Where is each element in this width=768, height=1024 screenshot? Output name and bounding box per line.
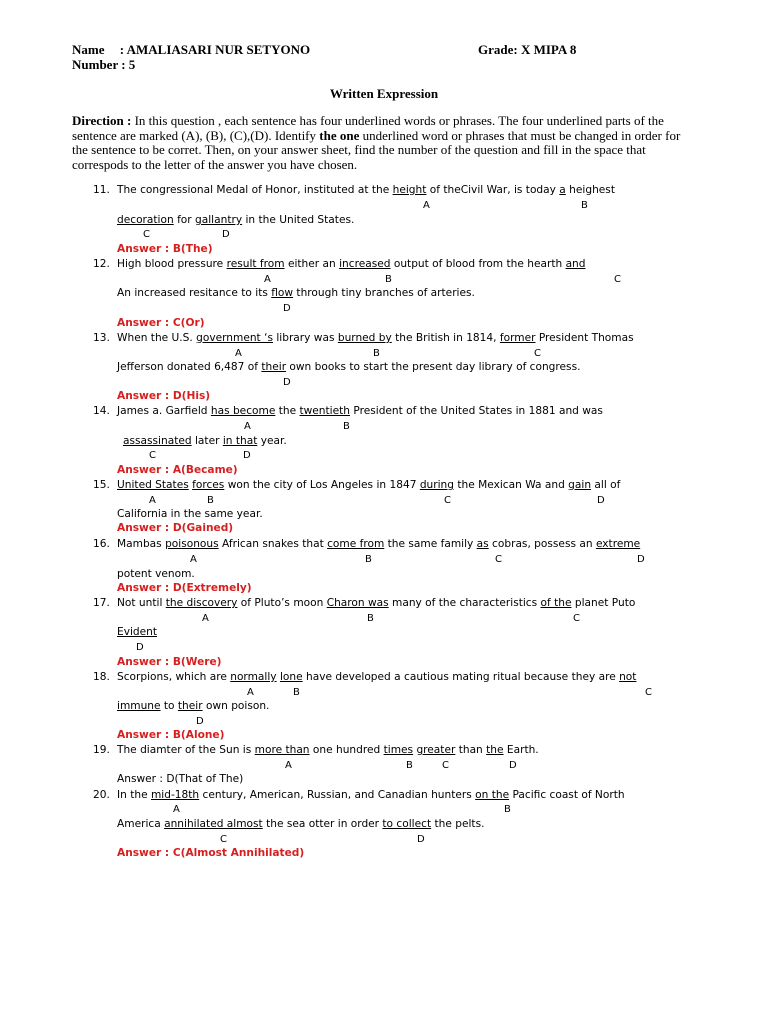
option-letter: D xyxy=(637,554,645,565)
option-letter: A xyxy=(190,554,197,565)
underlined-phrase: mid-18th xyxy=(150,789,200,801)
option-letter: D xyxy=(283,377,291,388)
question-text-line xyxy=(117,538,640,551)
answer-text: Answer : C(Or) xyxy=(117,317,205,329)
underlined-phrase: gain xyxy=(568,479,592,491)
underlined-phrase: greater xyxy=(416,744,456,756)
question-text: cobras, possess an xyxy=(488,538,596,550)
underlined-phrase: lone xyxy=(279,671,303,683)
underlined-phrase: a xyxy=(559,184,566,196)
question-text: output of blood from the hearth xyxy=(390,258,566,270)
answer-text: Answer : B(Were) xyxy=(117,656,222,668)
question-text-line xyxy=(117,789,625,802)
underlined-phrase: United States xyxy=(117,479,189,491)
option-letter: A xyxy=(173,804,180,815)
question-text-line xyxy=(117,332,634,345)
underlined-phrase: government ‘s xyxy=(196,332,273,344)
question-text-line xyxy=(117,184,615,197)
option-letter: D xyxy=(243,450,251,461)
question-text: century, American, Russian, and Canadian hunters xyxy=(199,789,476,801)
option-letter: D xyxy=(196,716,204,727)
underlined-phrase: twentieth xyxy=(299,405,351,417)
underlined-phrase: more than xyxy=(254,744,310,756)
question-text: African snakes that xyxy=(218,538,328,550)
question-text-line xyxy=(117,287,475,300)
underlined-phrase: Evident xyxy=(117,626,158,638)
underlined-phrase: the discovery xyxy=(165,597,238,609)
question-text: the same family xyxy=(384,538,477,550)
question-text-line xyxy=(117,744,539,757)
question-text: High blood pressure xyxy=(117,258,227,270)
option-letter: B xyxy=(581,200,588,211)
direction-label: Direction : xyxy=(72,113,132,128)
underlined-phrase: come from xyxy=(327,538,385,550)
question-text-line xyxy=(117,818,484,831)
question-text: either an xyxy=(284,258,340,270)
option-letter: C xyxy=(149,450,156,461)
underlined-phrase: result from xyxy=(226,258,285,270)
question-text: the British in 1814, xyxy=(391,332,500,344)
underlined-phrase: on the xyxy=(475,789,510,801)
question-text-line xyxy=(117,671,636,684)
question-text-line xyxy=(117,508,263,521)
option-letter: C xyxy=(573,613,580,624)
question-text: Not until xyxy=(117,597,166,609)
question-text-line xyxy=(117,479,620,492)
question-number: 16. xyxy=(93,538,110,550)
underlined-phrase: flow xyxy=(271,287,294,299)
option-letter: A xyxy=(264,274,271,285)
question-text: the sea otter in order xyxy=(262,818,383,830)
underlined-phrase: gallantry xyxy=(195,214,243,226)
question-text-line xyxy=(117,214,354,227)
question-number: 13. xyxy=(93,332,110,344)
question-text: The congressional Medal of Honor, instituted at the xyxy=(117,184,393,196)
underlined-phrase: increased xyxy=(339,258,391,270)
question-text: heighest xyxy=(565,184,615,196)
option-letter: A xyxy=(235,348,242,359)
question-text: Jefferson donated 6,487 of xyxy=(117,361,262,373)
question-text-line xyxy=(117,626,157,639)
question-text-line xyxy=(123,435,287,448)
option-letter: B xyxy=(207,495,214,506)
question-text: than xyxy=(455,744,487,756)
student-grade: Grade: X MIPA 8 xyxy=(478,42,577,57)
option-letter: C xyxy=(143,229,150,240)
option-letter: D xyxy=(136,642,144,653)
question-text: When the U.S. xyxy=(117,332,197,344)
question-text: the pelts. xyxy=(431,818,485,830)
question-text: Pacific coast of North xyxy=(509,789,625,801)
question-number: 20. xyxy=(93,789,110,801)
underlined-phrase: immune xyxy=(117,700,161,712)
underlined-phrase: assassinated xyxy=(123,435,192,447)
underlined-phrase: height xyxy=(392,184,427,196)
underlined-phrase: not xyxy=(619,671,637,683)
option-letter: C xyxy=(495,554,502,565)
answer-text: Answer : D(Extremely) xyxy=(117,582,252,594)
question-number: 12. xyxy=(93,258,110,270)
direction-text-before: In this question , each sentence has four underlined words or phrases. The four underlined parts of the sentence are marked (A), (B), (C),(D). Identify xyxy=(72,113,664,143)
question-text: of Pluto’s moon xyxy=(237,597,327,609)
question-number: 17. xyxy=(93,597,110,609)
question-text-line xyxy=(117,597,635,610)
option-letter: B xyxy=(385,274,392,285)
question-text: President Thomas xyxy=(535,332,634,344)
question-text: Scorpions, which are xyxy=(117,671,231,683)
question-text: Mambas xyxy=(117,538,166,550)
underlined-phrase: normally xyxy=(230,671,277,683)
answer-text: Answer : B(Alone) xyxy=(117,729,225,741)
question-text: own poison. xyxy=(202,700,270,712)
underlined-phrase: burned by xyxy=(337,332,392,344)
question-text: many of the characteristics xyxy=(388,597,541,609)
question-text: library was xyxy=(272,332,338,344)
underlined-phrase: decoration xyxy=(117,214,174,226)
underlined-phrase: during xyxy=(419,479,454,491)
student-number: Number : 5 xyxy=(72,57,136,72)
question-text: President of the United States in 1881 and was xyxy=(350,405,603,417)
answer-text: Answer : C(Almost Annihilated) xyxy=(117,847,305,859)
question-text-line xyxy=(117,258,586,271)
question-number: 19. xyxy=(93,744,110,756)
question-text: The diamter of the Sun is xyxy=(117,744,255,756)
question-number: 14. xyxy=(93,405,110,417)
question-text: potent venom. xyxy=(117,568,195,580)
option-letter: B xyxy=(365,554,372,565)
direction-emphasis: the one xyxy=(319,127,360,143)
underlined-phrase: extreme xyxy=(595,538,641,550)
option-letter: C xyxy=(444,495,451,506)
question-text: planet Puto xyxy=(571,597,636,609)
question-text-line xyxy=(117,700,269,713)
question-text: James a. Garfield xyxy=(117,405,211,417)
question-text-line xyxy=(117,361,580,374)
option-letter: B xyxy=(343,421,350,432)
option-letter: B xyxy=(504,804,511,815)
question-number: 11. xyxy=(93,184,110,196)
answer-text: Answer : A(Became) xyxy=(117,464,238,476)
question-text-line xyxy=(117,405,603,418)
underlined-phrase: has become xyxy=(210,405,276,417)
question-number: 18. xyxy=(93,671,110,683)
underlined-phrase: to collect xyxy=(382,818,432,830)
option-letter: C xyxy=(645,687,652,698)
question-text: An increased resitance to its xyxy=(117,287,272,299)
option-letter: A xyxy=(202,613,209,624)
underlined-phrase: poisonous xyxy=(165,538,219,550)
option-letter: A xyxy=(285,760,292,771)
option-letter: B xyxy=(367,613,374,624)
page-title: Written Expression xyxy=(329,86,439,101)
underlined-phrase: and xyxy=(565,258,586,270)
option-letter: D xyxy=(417,834,425,845)
question-text: of theCivil War, is today xyxy=(426,184,560,196)
underlined-phrase: Charon was xyxy=(326,597,389,609)
question-text: the xyxy=(275,405,300,417)
direction-text-after: underlined word or phrases that must be changed in order for the sentence to be corret. Then, on your answer sheet, find the number of the question and fill in the space that correspods to the letter of the answer you have chosen. xyxy=(72,127,681,172)
underlined-phrase: their xyxy=(261,361,287,373)
option-letter: C xyxy=(220,834,227,845)
question-text-line xyxy=(117,568,195,581)
question-text: for xyxy=(173,214,196,226)
option-letter: B xyxy=(373,348,380,359)
underlined-phrase: in that xyxy=(222,435,258,447)
question-text: Earth. xyxy=(503,744,539,756)
question-text: In the xyxy=(117,789,151,801)
underlined-phrase: their xyxy=(177,700,203,712)
option-letter: C xyxy=(442,760,449,771)
underlined-phrase: forces xyxy=(192,479,225,491)
answer-text: Answer : D(His) xyxy=(117,390,211,402)
answer-text: Answer : D(That of The) xyxy=(117,773,244,785)
question-text: to xyxy=(160,700,178,712)
underlined-phrase: the xyxy=(486,744,504,756)
underlined-phrase: as xyxy=(476,538,489,550)
question-text: the Mexican Wa and xyxy=(454,479,569,491)
question-text: year. xyxy=(257,435,287,447)
question-text: through tiny branches of arteries. xyxy=(293,287,475,299)
name-value: : AMALIASARI NUR SETYONO xyxy=(119,42,311,57)
option-letter: D xyxy=(283,303,291,314)
question-text: all of xyxy=(591,479,621,491)
option-letter: D xyxy=(597,495,605,506)
underlined-phrase: annihilated almost xyxy=(164,818,263,830)
option-letter: B xyxy=(406,760,413,771)
question-text: in the United States. xyxy=(242,214,355,226)
option-letter: A xyxy=(247,687,254,698)
option-letter: A xyxy=(423,200,430,211)
question-number: 15. xyxy=(93,479,110,491)
option-letter: D xyxy=(222,229,230,240)
option-letter: A xyxy=(149,495,156,506)
answer-text: Answer : B(The) xyxy=(117,243,213,255)
underlined-phrase: former xyxy=(499,332,536,344)
option-letter: C xyxy=(614,274,621,285)
question-text: America xyxy=(117,818,165,830)
name-label: Name xyxy=(72,42,105,57)
question-text: later xyxy=(191,435,223,447)
answer-text: Answer : D(Gained) xyxy=(117,522,234,534)
underlined-phrase: times xyxy=(383,744,414,756)
question-text: have developed a cautious mating ritual because they are xyxy=(302,671,620,683)
underlined-phrase: of the xyxy=(540,597,572,609)
option-letter: D xyxy=(509,760,517,771)
question-text: own books to start the present day library of congress. xyxy=(286,361,581,373)
question-text: one hundred xyxy=(309,744,384,756)
option-letter: A xyxy=(244,421,251,432)
option-letter: B xyxy=(293,687,300,698)
question-text: won the city of Los Angeles in 1847 xyxy=(224,479,420,491)
option-letter: C xyxy=(534,348,541,359)
question-text: California in the same year. xyxy=(117,508,263,520)
